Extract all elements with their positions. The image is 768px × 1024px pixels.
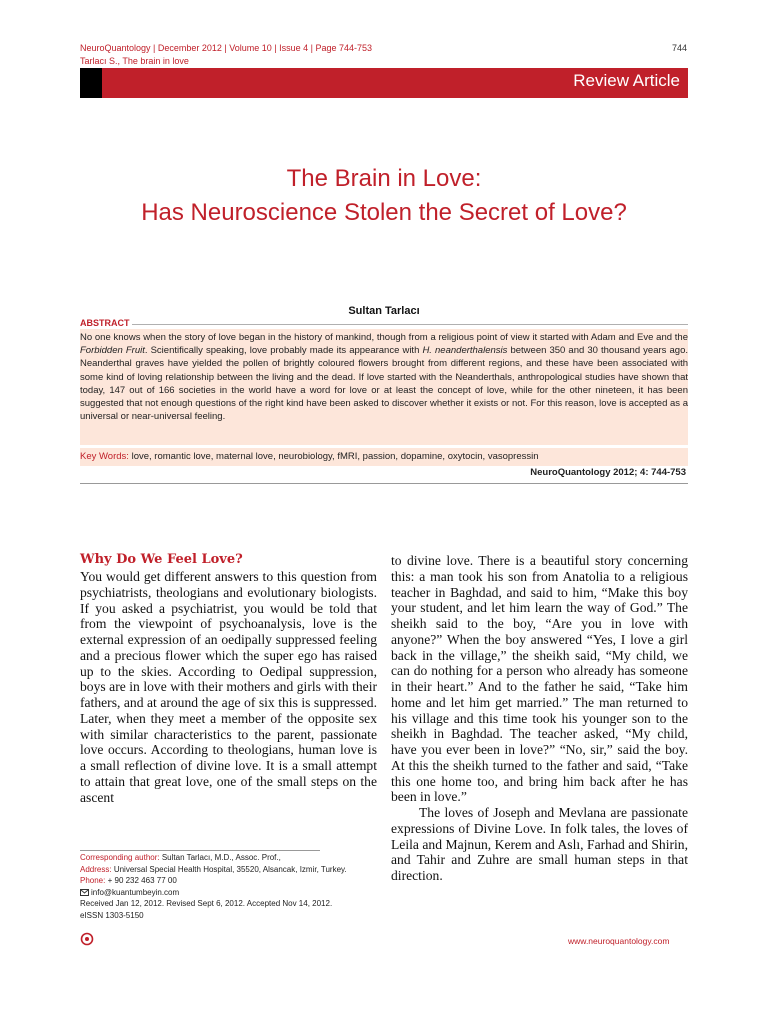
keywords-box [80,448,688,466]
footnote-block [80,852,380,921]
abstract-box [80,329,688,445]
running-header-journal: NeuroQuantology | December 2012 | Volume 10 | Issue 4 | Page 744-753 [80,43,373,53]
eissn: eISSN 1303-5150 [80,910,144,920]
phone: Phone: + 90 232 463 77 00 [80,876,177,885]
journal-logo-icon [80,932,94,946]
article-title-line2: Has Neuroscience Stolen the Secret of Love? [141,199,627,226]
abstract-text: No one knows when the story of love began in the history of mankind, though from a religious point of view it started with Adam and Eve and the Forbidden Fruit. Scientifically speaking, love probably made its appearance with H. neanderthalensis between 350 and 30 thousand years ago. Neanderthal graves have yielded the pollen of brightly coloured flowers brought from different regions, and these have been associated with some kind of loving relationship between the living and the dead. If love started with the Neanderthals, anthropological studies have shown that today, 147 out of 166 societies in the world have a word for love or at least the concept of love, while for the other nineteen, it has been suggested that not enough questions of the right kind have been asked to discover whether it exists or not. For this reason, love is accepted as a universal or near-universal feeling. [80,332,688,423]
footer-url[interactable]: www.neuroquantology.com [568,936,670,946]
email-link[interactable]: info@kuantumbeyin.com [91,887,180,897]
column-right [391,553,688,884]
author-name: Sultan Tarlacı [348,305,420,317]
address: Address: Universal Special Health Hospital, 35520, Alsancak, Izmir, Turkey. [80,864,347,874]
page-number: 744 [672,43,688,53]
header-black-block [80,68,102,98]
keywords [80,450,688,463]
footnote-rule [80,850,320,851]
abstract-label: ABSTRACT [80,318,130,328]
section-heading: Why Do We Feel Love? [80,552,243,567]
article-type-banner [102,68,688,98]
keywords-label: Key Words: [80,451,129,462]
body-paragraph-1: You would get different answers to this question from psychiatrists, theologians and evolutionary biologists. If you asked a psychiatrist, you would be told that from the viewpoint of psychoanalysis, love is the external expression of an oedipally suppressed feeling and a precious flower which the super ego has raised up to the skies. According to Oedipal suppression, boys are in love with their mothers and girls with their fathers, and at around the age of six this is suppressed. Later, when they meet a member of the opposite sex with similar characteristics to the parent, passionate love occurs. According to theologians, human love is a small reflection of divine love. It is a small attempt to attain that great love, one of the small steps on the ascent [80,569,377,805]
mail-icon [80,889,89,896]
article-title-line1: The Brain in Love: [286,165,482,192]
email-line [80,887,380,899]
abstract-species: H. neanderthalensis [422,345,508,357]
running-header-short-title: Tarlacı S., The brain in love [80,56,189,66]
body-paragraph-3: The loves of Joseph and Mevlana are passionate expressions of Divine Love. In folk tales, the loves of Leila and Majnun, Kerem and Aslı, Farhad and Shirin, and Tahir and Zuhre are small human steps in that direction. [391,805,688,883]
article-type-label: Review Article [573,71,680,90]
abstract-rule [132,324,688,325]
received-dates: Received Jan 12, 2012. Revised Sept 6, 2012. Accepted Nov 14, 2012. [80,899,333,908]
citation: NeuroQuantology 2012; 4: 744-753 [530,467,686,478]
column-left [80,569,377,805]
keywords-text: love, romantic love, maternal love, neurobiology, fMRI, passion, dopamine, oxytocin, vasopressin [131,451,539,462]
body-paragraph-2: to divine love. There is a beautiful story concerning this: a man took his son from Anatolia to a religious teacher in Baghdad, and said to him, “Make this boy your student, and let him learn the way of God.” The sheikh said to the boy, “Are you in love with anyone?” When the boy answered “Yes, I love a girl back in the village,” the sheikh said, “My child, we can do nothing for a person who already has someone in their heart.” And to the father he said, “Take him home and let him get married.” The man returned to his village and this time took his younger son to the sheikh in Baghdad. The teacher asked, “My child, have you ever been in love?” “No, sir,” said the boy. At this the sheikh turned to the father and said, “Take this one home too, and bring him back after he has been in love.” [391,553,688,805]
abstract-forbidden-fruit: Forbidden Fruit [80,345,145,357]
corresponding-author: Corresponding author: Sultan Tarlacı, M.D., Assoc. Prof., [80,853,281,862]
citation-rule [80,483,688,484]
